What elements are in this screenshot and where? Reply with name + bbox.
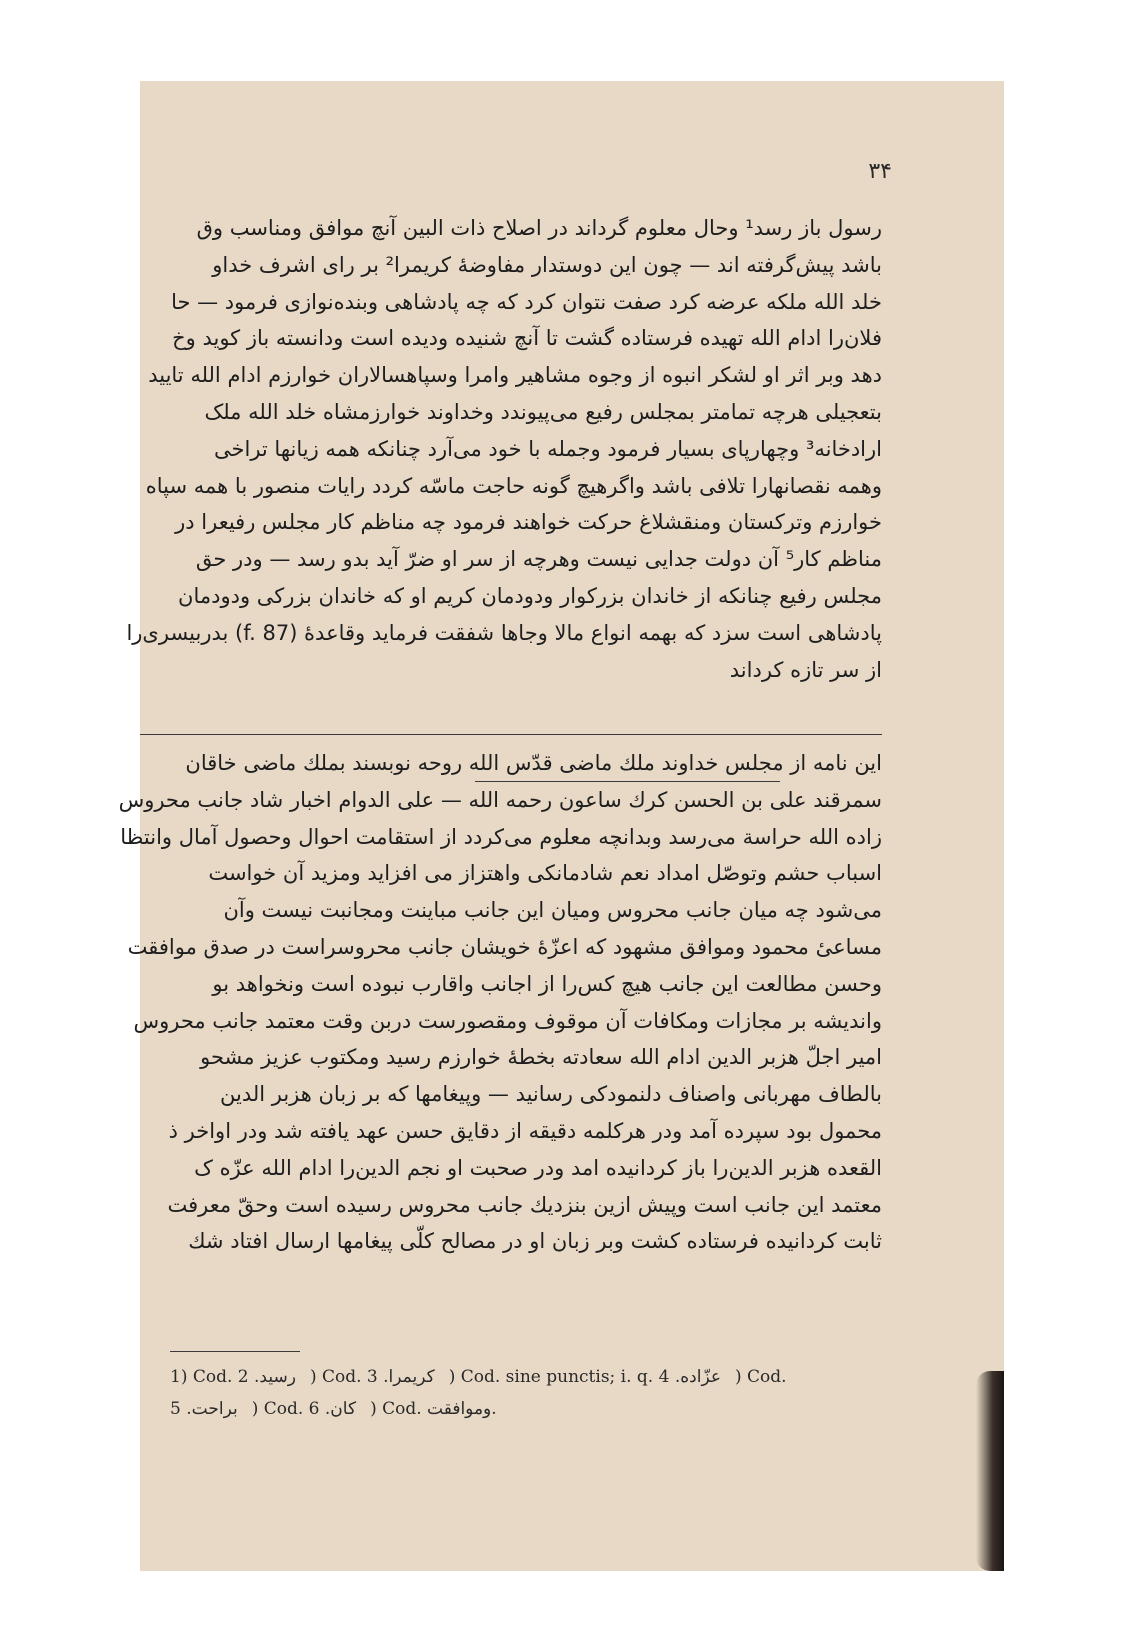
text-line: ارادخانه³ وچهارپای بسیار فرمود وجمله با خود می‌آرد چنانکه همه زیانها تراخی bbox=[214, 436, 882, 461]
scanned-page bbox=[118, 81, 1004, 1571]
footnote-separator bbox=[170, 1351, 300, 1352]
letter-text-section-2 bbox=[118, 745, 882, 1260]
text-line: وحسن مطالعت این جانب هیچ کس‌را از اجانب واقارب نبوده است ونخواهد بو bbox=[212, 971, 882, 996]
text-line: معتمد این جانب است وپیش ازین بنزدیك جانب محروس رسیده است وحقّ معرفت bbox=[167, 1192, 882, 1217]
text-line: اسباب حشم وتوصّل امداد نعم شادمانکی واهتزاز می افزاید ومزید آن خواست bbox=[208, 861, 882, 886]
footnote-4-continued: براحت. bbox=[186, 1399, 238, 1419]
footnote-5: 5) Cod. کان. bbox=[170, 1399, 357, 1419]
footnote-1: 1) Cod. رسید. bbox=[170, 1367, 296, 1387]
heading-underline bbox=[475, 781, 780, 782]
footnote-2: 2) Cod. کریمرا. bbox=[237, 1367, 435, 1387]
section-heading-line: این نامه از مجلس خداوند ملك ماضی قدّس الله روحه نوبسند بملك ماضی خاقان bbox=[185, 751, 882, 775]
text-line: از سر تازه کرداند bbox=[729, 657, 882, 682]
scanner-thumb-shadow bbox=[976, 1371, 1004, 1571]
text-line: محمول بود سپرده آمد ودر هرکلمه دقیقه از دقایق حسن عهد یافته شد ودر اواخر ذ bbox=[168, 1118, 882, 1143]
text-line: امیر اجلّ هزبر الدین ادام الله سعادته بخطهٔ خوارزم رسید ومکتوب عزیز مشحو bbox=[200, 1045, 882, 1070]
footnote-6: 6) Cod. وموافقت. bbox=[308, 1399, 497, 1419]
text-line: فلان‌را ادام الله تهیده فرستاده گشت تا آنچ شنیده ودیده است ودانسته باز کوید وخ bbox=[172, 326, 882, 351]
section-divider bbox=[140, 734, 882, 735]
footnote-3: 3) Cod. sine punctis; i. q. عزّاده. bbox=[366, 1367, 721, 1387]
text-line: وهمه نقصانهارا تلافی باشد واگرهیچ گونه حاجت ماسّه کردد رایات منصور با همه سپاه bbox=[145, 473, 882, 498]
letter-text-section-1 bbox=[126, 210, 882, 688]
text-line: دهد وبر اثر او لشکر انبوه از وجوه مشاهیر وامرا وسپاهسالاران خوارزم ادام الله تایید bbox=[148, 363, 882, 388]
text-line: واندیشه بر مجازات ومکافات آن موقوف ومقصورست دربن وقت معتمد جانب محروس bbox=[133, 1008, 882, 1033]
text-line: بالطاف مهربانی واصناف دلنمودکی رسانید — وپیغامها که بر زبان هزبر الدین bbox=[219, 1082, 882, 1107]
footnote-line bbox=[170, 1361, 890, 1393]
footnote-4: 4) Cod. bbox=[658, 1367, 787, 1387]
text-line: خوارزم وترکستان ومنقشلاغ حرکت خواهند فرمود چه مناظم کار مجلس رفیعرا در bbox=[175, 510, 882, 535]
text-line: پادشاهی است سزد که بهمه انواع مالا وجاها شفقت فرماید وقاعدهٔ (f. 87) بدربیسری‌را bbox=[126, 620, 882, 645]
footnotes bbox=[170, 1361, 890, 1425]
text-line: مجلس رفیع چنانکه از خاندان بزرکوار ودودمان کریم او که خاندان بزرکی ودودمان bbox=[178, 583, 882, 608]
footnote-line bbox=[170, 1393, 890, 1425]
text-line: ثابت کردانیده فرستاده کشت وبر زبان او در مصالح کلّی پیغامها ارسال افتاد شك bbox=[188, 1229, 882, 1254]
text-line: می‌شود چه میان جانب محروس ومیان این جانب مباینت ومجانبت نیست وآن bbox=[223, 898, 882, 923]
text-line: مساعیٔ محمود وموافق مشهود که اعزّهٔ خویشان جانب محروسراست در صدق موافقت bbox=[127, 934, 882, 959]
text-line: خلد الله ملکه عرضه کرد صفت نتوان کرد که چه پادشاهی وبنده‌نوازی فرمود — حا bbox=[171, 289, 882, 314]
page-number: ۳۴ bbox=[868, 159, 892, 184]
text-line: بتعجیلی هرچه تمامتر بمجلس رفیع می‌پیوندد وخداوند خوارزمشاه خلد الله ملک bbox=[204, 399, 882, 424]
text-line: باشد پیش‌گرفته اند — چون این دوستدار مفاوضهٔ کریمرا² بر رای اشرف خداو bbox=[212, 252, 882, 277]
text-line: رسول باز رسد¹ وحال معلوم گرداند در اصلاح ذات البین آنچ موافق ومناسب وق bbox=[196, 216, 882, 240]
text-line: سمرقند علی بن الحسن کرك ساعون رحمه الله — علی الدوام اخبار شاد جانب محروس bbox=[118, 787, 882, 812]
text-line: زاده الله حراسة می‌رسد وبدانچه معلوم می‌کردد از استقامت احوال وحصول آمال وانتظا bbox=[120, 824, 882, 849]
text-line: مناظم کار⁵ آن دولت جدایی نیست وهرچه از سر او ضرّ آید بدو رسد — ودر حق bbox=[195, 547, 882, 572]
text-line: القعده هزبر الدین‌را باز کردانیده امد ودر صحبت او نجم الدین‌را ادام الله عزّه ک bbox=[194, 1155, 882, 1180]
